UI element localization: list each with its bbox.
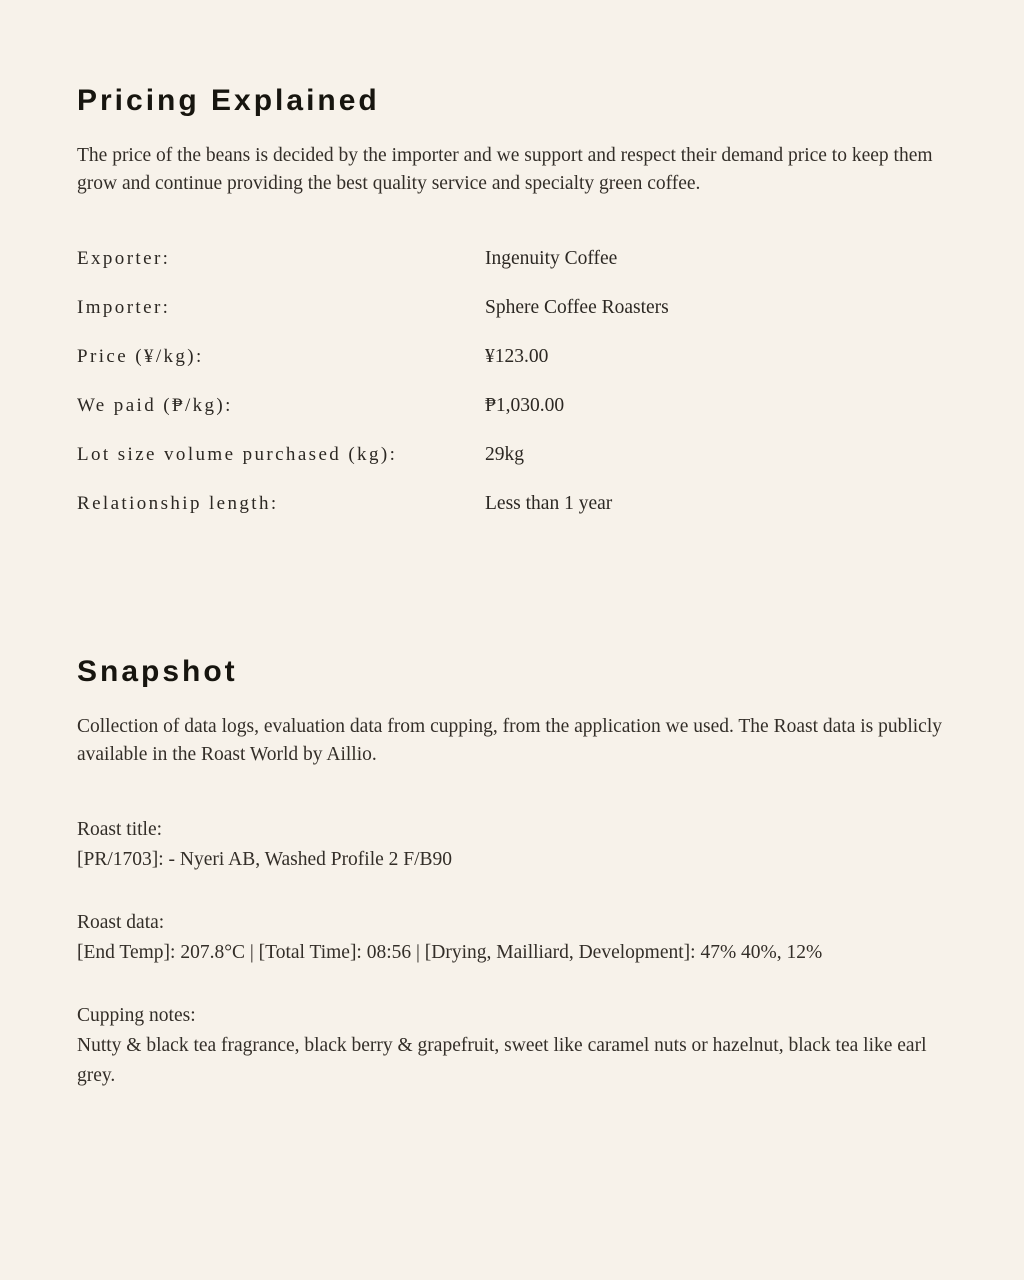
- table-row-lot-size: [77, 444, 946, 466]
- table-row-relationship: [77, 493, 946, 515]
- pricing-section-title: Pricing Explained: [77, 84, 380, 117]
- row-label: Importer:: [77, 297, 171, 318]
- snapshot-section: [77, 655, 946, 1091]
- row-label: We paid (₱/kg):: [77, 395, 233, 416]
- row-label: Exporter:: [77, 248, 171, 269]
- table-row-exporter: [77, 248, 946, 270]
- snapshot-section-title: Snapshot: [77, 655, 238, 688]
- cupping-notes-block: [77, 1001, 946, 1091]
- row-value: Less than 1 year: [485, 493, 613, 514]
- row-value: ¥123.00: [485, 346, 549, 367]
- table-row-we-paid: [77, 395, 946, 417]
- row-label: Price (¥/kg):: [77, 346, 204, 367]
- pricing-details-table: [77, 248, 946, 515]
- block-label: Cupping notes:: [77, 1005, 196, 1026]
- row-label: Relationship length:: [77, 493, 279, 514]
- row-value: Ingenuity Coffee: [485, 248, 618, 269]
- block-label: Roast title:: [77, 819, 163, 840]
- block-value: Nutty & black tea fragrance, black berry & grapefruit, sweet like caramel nuts or hazelnut, black tea like earl grey.: [77, 1035, 927, 1086]
- row-value: ₱1,030.00: [485, 395, 565, 416]
- block-label: Roast data:: [77, 912, 165, 933]
- block-value: [PR/1703]: - Nyeri AB, Washed Profile 2 F/B90: [77, 849, 453, 870]
- row-value: Sphere Coffee Roasters: [485, 297, 669, 318]
- pricing-section-description: The price of the beans is decided by the importer and we support and respect their demand price to keep them grow and continue providing the best quality service and specialty green coffee.: [77, 145, 933, 194]
- snapshot-section-description: Collection of data logs, evaluation data from cupping, from the application we used. The Roast data is publicly available in the Roast World by Aillio.: [77, 716, 943, 765]
- roast-data-block: [77, 908, 946, 968]
- snapshot-blocks: [77, 815, 946, 1091]
- table-row-importer: [77, 297, 946, 319]
- row-value: 29kg: [485, 444, 524, 465]
- row-label: Lot size volume purchased (kg):: [77, 444, 398, 465]
- roast-title-block: [77, 815, 946, 875]
- block-value: [End Temp]: 207.8°C | [Total Time]: 08:56 | [Drying, Mailliard, Development]: 47% 40%, 12%: [77, 942, 823, 963]
- table-row-price: [77, 346, 946, 368]
- pricing-explained-section: [77, 84, 946, 515]
